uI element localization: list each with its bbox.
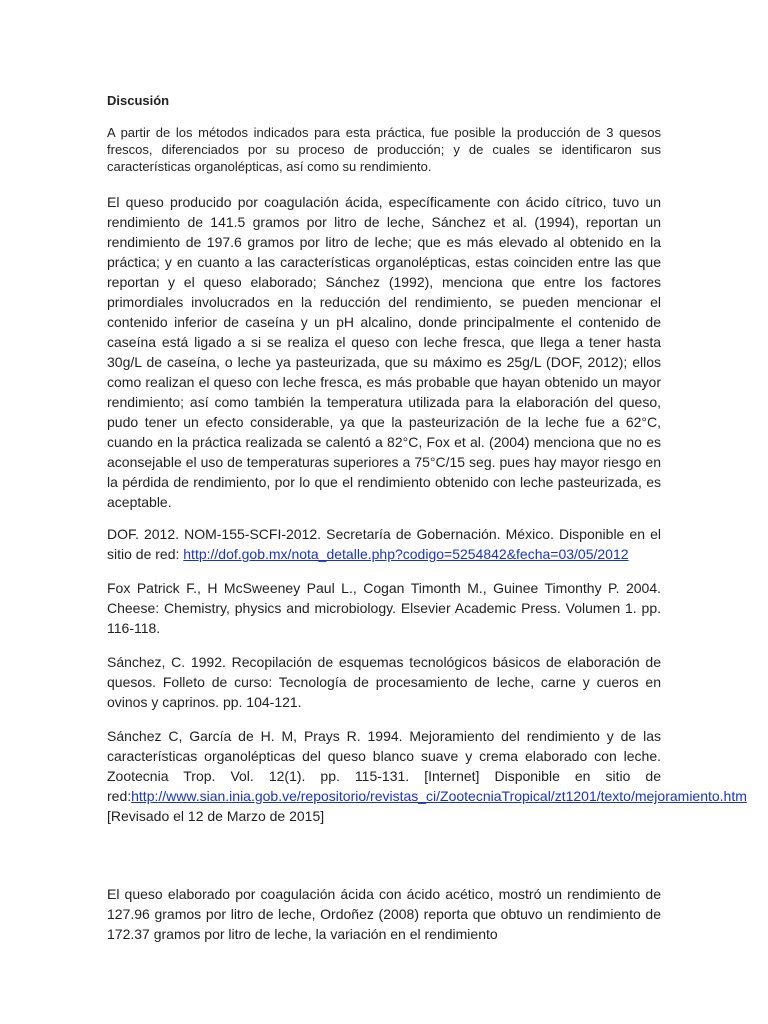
section-heading: Discusión bbox=[107, 93, 170, 108]
intro-paragraph: A partir de los métodos indicados para esta práctica, fue posible la producción de 3 quesos frescos, diferenciados por su proceso de producción; y de cuales se identificaron sus características organolépticas, así como su rendimiento. bbox=[107, 125, 661, 174]
reference-sanchez-1992: Sánchez, C. 1992. Recopilación de esquemas tecnológicos básicos de elaboración de quesos. Folleto de curso: Tecnología de procesamiento de leche, carne y cueros en ovinos y caprinos. pp. 104-121. bbox=[107, 654, 661, 710]
reference-dof bbox=[107, 524, 661, 564]
document-body bbox=[107, 91, 747, 944]
reference-dof-link[interactable]: http://dof.gob.mx/nota_detalle.php?codigo=5254842&fecha=03/05/2012 bbox=[183, 546, 629, 562]
paragraph-spacer bbox=[107, 840, 661, 884]
reference-sanchez-1994-text: Sánchez C, García de H. M, Prays R. 1994. Mejoramiento del rendimiento y de las características organolépticas del queso blanco suave y crema elaborado con leche. Zootecnia Trop. Vol. 12(1). pp. 115-131. [Internet] Disponible en sitio de red: bbox=[107, 728, 661, 804]
reference-fox: Fox Patrick F., H McSweeney Paul L., Cogan Timonth M., Guinee Timonthy P. 2004. Cheese: Chemistry, physics and microbiology. Elsevier Academic Press. Volumen 1. pp. 116-118. bbox=[107, 580, 661, 636]
reference-dof-text: DOF. 2012. NOM-155-SCFI-2012. Secretaría de Gobernación. México. Disponible en el sitio de red: bbox=[107, 526, 661, 562]
reference-sanchez-1994 bbox=[107, 726, 747, 826]
citric-acid-paragraph: El queso producido por coagulación ácida, específicamente con ácido cítrico, tuvo un rendimiento de 141.5 gramos por litro de leche, Sánchez et al. (1994), reportan un rendimiento de 197.6 gramos por litro de leche; que es más elevado al obtenido en la práctica; y en cuanto a las características organolépticas, estas coinciden entre las que reportan y el queso elaborado; Sánchez (1992), menciona que entre los factores primordiales involucrados en la reducción del rendimiento, se pueden mencionar el contenido inferior de caseína y un pH alcalino, donde principalmente el contenido de caseína está ligado a si se realiza el queso con leche fresca, que llega a tener hasta 30g/L de caseína, o leche ya pasteurizada, que su máximo es 25g/L (DOF, 2012); ellos como realizan el queso con leche fresca, es más probable que hayan obtenido un mayor rendimiento; así como también la temperatura utilizada para la elaboración del queso, pudo tener un efecto considerable, ya que la pasteurización de la leche fue a 62°C, cuando en la práctica realizada se calentó a 82°C, Fox et al. (2004) menciona que no es aconsejable el uso de temperaturas superiores a 75°C/15 seg. pues hay mayor riesgo en la pérdida de rendimiento, por lo que el rendimiento obtenido con leche pasteurizada, es aceptable. bbox=[107, 194, 661, 510]
reference-sanchez-1994-link[interactable]: http://www.sian.inia.gob.ve/repositorio/revistas_ci/ZootecniaTropical/zt1201/texto/mejoramiento.htm bbox=[131, 788, 747, 804]
reference-sanchez-1994-suffix: [Revisado el 12 de Marzo de 2015] bbox=[107, 808, 325, 824]
acetic-acid-paragraph: El queso elaborado por coagulación ácida con ácido acético, mostró un rendimiento de 127.96 gramos por litro de leche, Ordoñez (2008) reporta que obtuvo un rendimiento de 172.37 gramos por litro de leche, la variación en el rendimiento bbox=[107, 886, 661, 942]
